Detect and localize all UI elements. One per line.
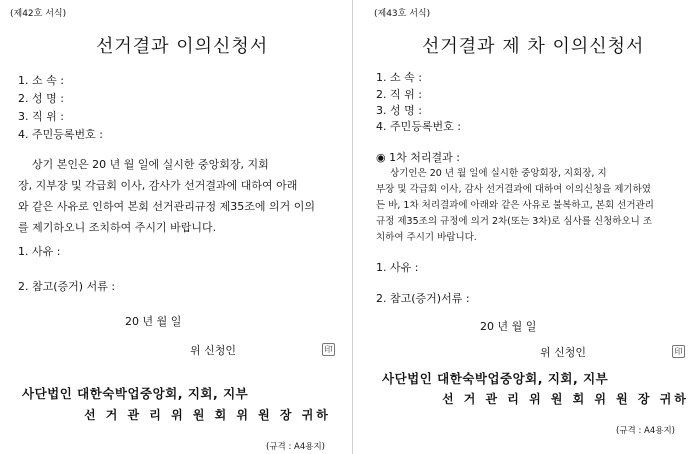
field-position: 3. 직 위 : [18, 110, 64, 123]
reason-label: 1. 사유 : [18, 245, 61, 258]
field-name: 3. 성 명 : [376, 104, 422, 117]
applicant-label: 위 신청인 [190, 344, 237, 357]
body-line-3: 와 같은 사유로 인하여 본회 선거관리규정 제35조에 의거 이의 [18, 200, 315, 213]
field-name: 2. 성 명 : [18, 92, 64, 105]
addressee-association: 사단법인 대한숙박업중앙회, 지회, 지부 [382, 371, 609, 386]
form-title: 선거결과 이의신청서 [96, 36, 269, 57]
body-line-2: 부장 및 각급회 이사, 감사 선거결과에 대하여 이의신청을 제기하였 [376, 184, 651, 195]
field-affiliation: 1. 소 속 : [376, 71, 422, 84]
reference-label: 2. 참고(증거) 서류 : [18, 280, 116, 293]
field-position: 2. 직 위 : [376, 88, 422, 101]
seal-mark: 印 [322, 343, 335, 356]
field-resident-number: 4. 주민등록번호 : [376, 120, 461, 133]
seal-mark: 印 [672, 345, 685, 358]
body-line-4: 규정 제35조의 규정에 의거 2차(또는 3차)로 심사를 신청하오니 조 [376, 216, 652, 227]
page-divider [352, 0, 353, 454]
form-title: 선거결과 제 차 이의신청서 [422, 36, 645, 57]
form-42-page [0, 0, 340, 454]
date-line: 20 년 월 일 [125, 315, 182, 328]
body-line-5: 치하여 주시기 바랍니다. [376, 232, 477, 243]
body-line-1: 상기인은 20 년 월 일에 실시한 중앙회장, 지회장, 지 [390, 168, 607, 179]
addressee-committee-chair: 선 거 관 리 위 원 회 위 원 장 귀하 [442, 392, 689, 406]
date-line: 20 년 월 일 [480, 320, 537, 333]
body-line-4: 를 제기하오니 조치하여 주시기 바랍니다. [18, 221, 217, 234]
form-number: (제43호 서식) [374, 9, 431, 19]
field-affiliation: 1. 소 속 : [18, 74, 64, 87]
addressee-committee-chair: 선 거 관 리 위 원 회 위 원 장 귀하 [84, 408, 331, 422]
body-line-2: 장, 지부장 및 각급회 이사, 감사가 선거결과에 대하여 아래 [18, 179, 298, 192]
paper-spec: (규격 : A4용지) [616, 426, 675, 436]
applicant-label: 위 신청인 [540, 346, 587, 359]
reason-label: 1. 사유 : [376, 261, 419, 274]
field-resident-number: 4. 주민등록번호 : [18, 128, 103, 141]
first-result-label: ◉ 1차 처리결과 : [376, 151, 460, 164]
form-number: (제42호 서식) [10, 9, 67, 19]
paper-spec: (규격 : A4용지) [266, 442, 325, 452]
form-43-page [360, 0, 700, 454]
addressee-association: 사단법인 대한숙박업중앙회, 지회, 지부 [22, 386, 249, 401]
body-line-1: 상기 본인은 20 년 월 일에 실시한 중앙회장, 지회 [32, 158, 269, 171]
reference-label: 2. 참고(증거)서류 : [376, 292, 470, 305]
body-line-3: 든 바, 1차 처리결과에 아래와 같은 사유로 불복하고, 본회 선거관리 [376, 200, 654, 211]
